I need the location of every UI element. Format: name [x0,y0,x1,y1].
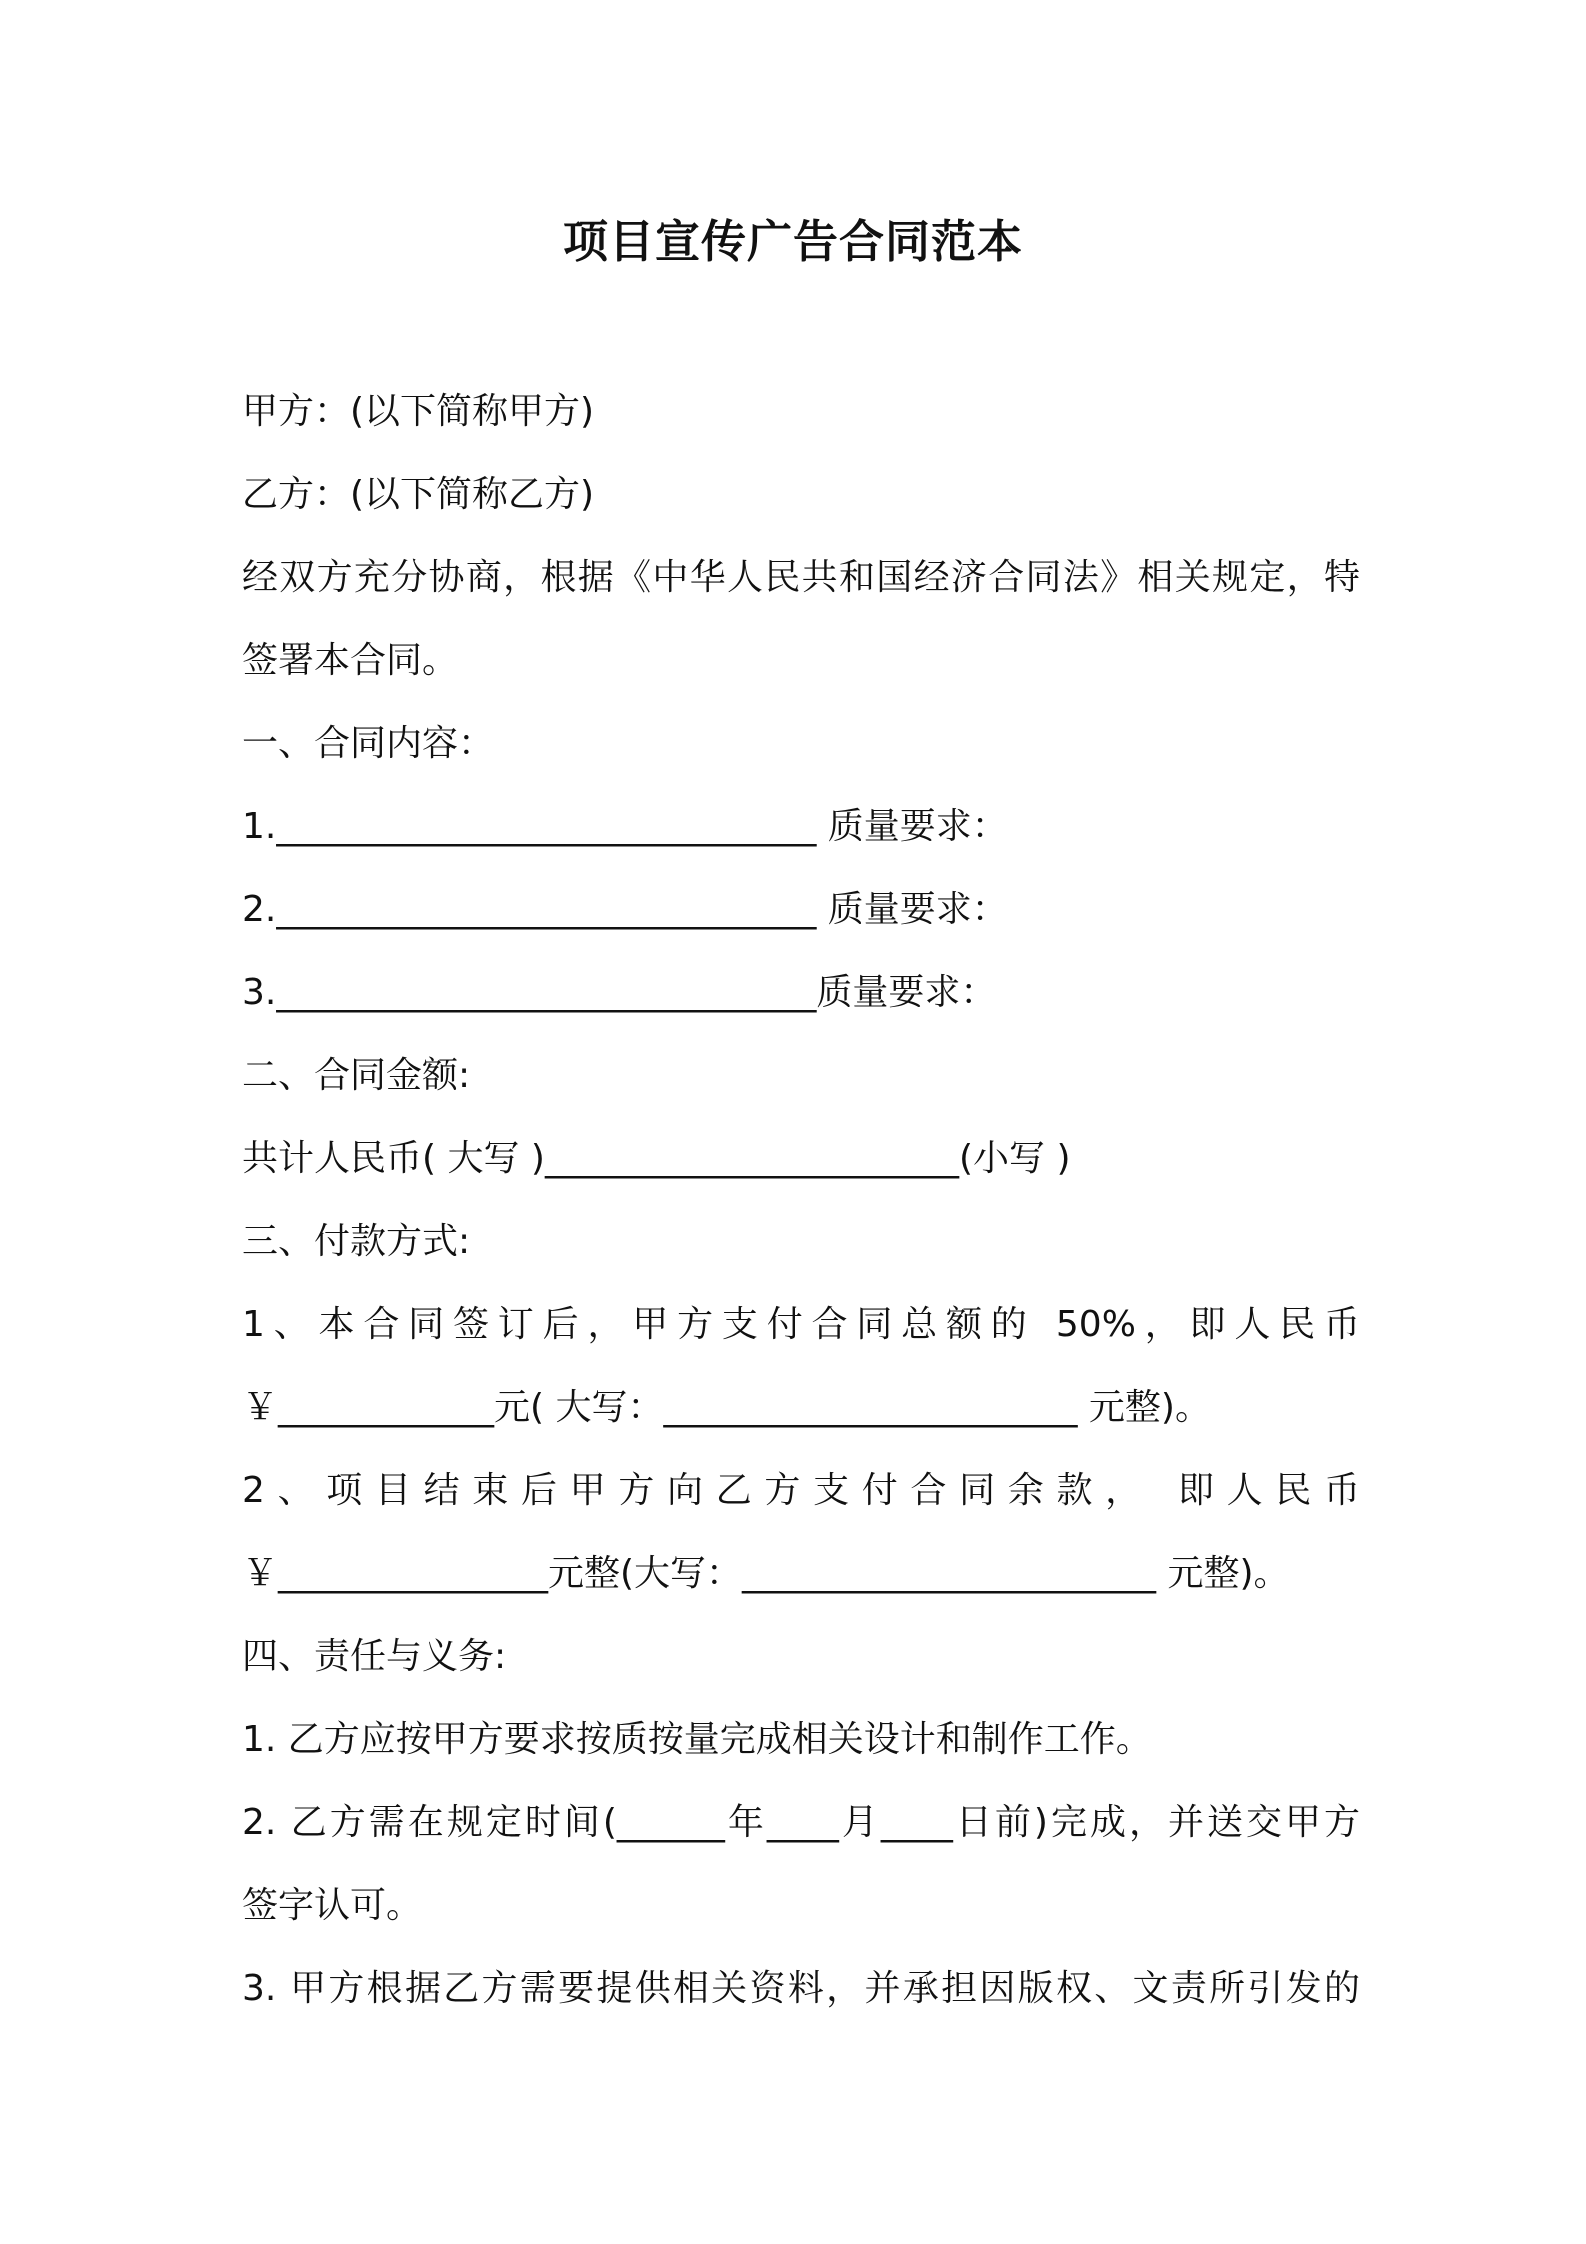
payment-2-line-1: 2、项目结束后甲方向乙方支付合同余款， 即人民币 [242,1470,1360,1511]
section-heading-contract-content: 一、合同内容： [242,723,495,764]
responsibility-1: 1. 乙方应按甲方要求按质按量完成相关设计和制作工作。 [242,1719,1152,1760]
payment-2-line-2: ￥_______________元整(大写：_______________________ 元整)。 [242,1553,1290,1594]
preamble-line-2: 签署本合同。 [242,640,459,681]
responsibility-2-line-1: 2. 乙方需在规定时间(______年____月____日前)完成，并送交甲方 [242,1802,1360,1843]
party-b-line: 乙方：(以下简称乙方) [242,474,595,515]
document-title: 项目宣传广告合同范本 [562,215,1023,268]
section-heading-payment: 三、付款方式: [242,1221,471,1262]
contract-item-1: 1.______________________________ 质量要求： [242,806,1008,847]
payment-1-line-1: 1、本合同签订后，甲方支付合同总额的 50%，即人民币 [242,1304,1360,1345]
section-heading-responsibilities: 四、责任与义务: [242,1636,507,1677]
responsibility-2-line-2: 签字认可。 [242,1885,423,1926]
payment-1-line-2: ￥____________元( 大写：_______________________ 元整)。 [242,1387,1211,1428]
contract-item-2: 2.______________________________ 质量要求： [242,889,1008,930]
party-a-line: 甲方：(以下简称甲方) [242,391,595,432]
contract-amount-line: 共计人民币( 大写 )_______________________(小写 ) [242,1138,1071,1179]
section-heading-contract-amount: 二、合同金额: [242,1055,471,1096]
document-body [242,382,1360,2042]
preamble-line-1: 经双方充分协商，根据《中华人民共和国经济合同法》相关规定，特 [242,557,1360,598]
contract-item-3: 3.______________________________质量要求： [242,972,997,1013]
responsibility-3-line-1: 3. 甲方根据乙方需要提供相关资料，并承担因版权、文责所引发的 [242,1968,1360,2009]
